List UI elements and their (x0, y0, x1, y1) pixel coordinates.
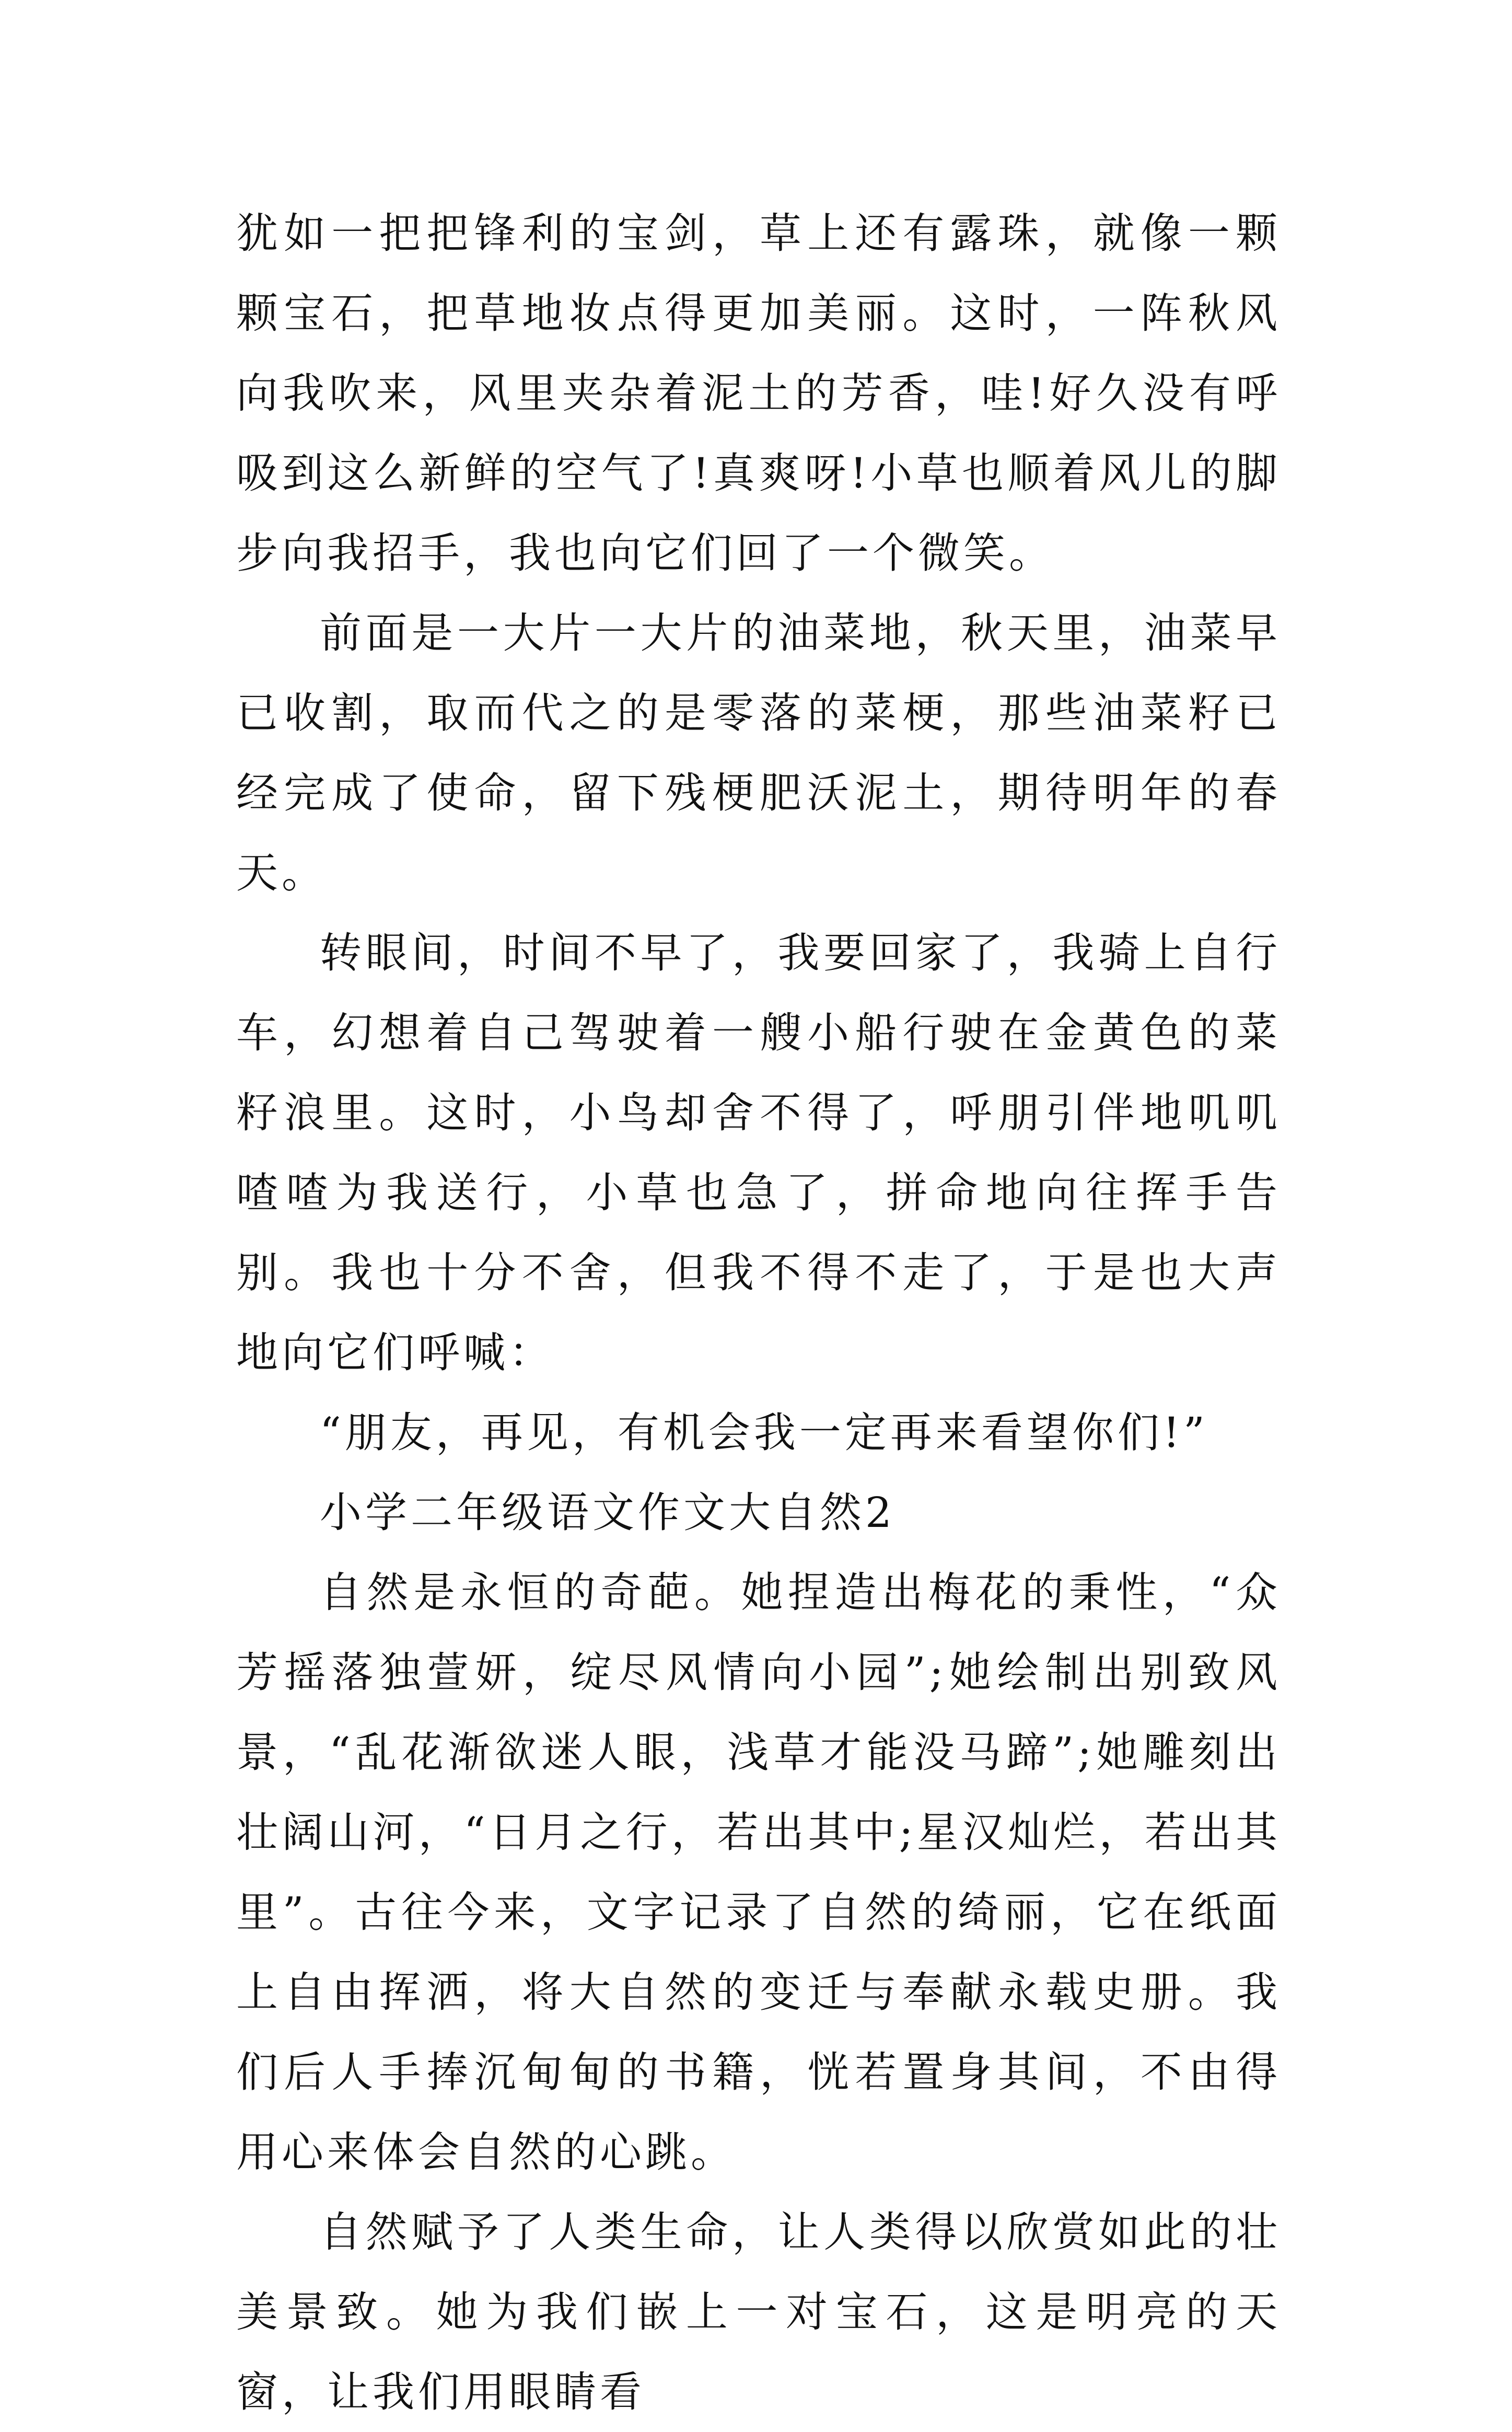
quote-line: “朋友，再见，有机会我一定再来看望你们!” (320, 1408, 1208, 1457)
paragraph-1: 犹如一把把锋利的宝剑，草上还有露珠，就像一颗颗宝石，把草地妆点得更加美丽。这时，一阵秋风向我吹来，风里夹杂着泥土的芳香，哇!好久没有呼吸到这么新鲜的空气了!真爽呀!小草也顺着风儿的脚步向我招手，我也向它们回了一个微笑。 (236, 209, 1281, 577)
paragraph-3: 转眼间，时间不早了，我要回家了，我骑上自行车，幻想着自己驾驶着一艘小船行驶在金黄色的菜籽浪里。这时，小鸟却舍不得了，呼朋引伴地叽叽喳喳为我送行，小草也急了，拼命地向往挥手告别。我也十分不舍，但我不得不走了，于是也大声地向它们呼喊： (236, 929, 1281, 1377)
paragraph-7: 自然赋予了人类生命，让人类得以欣赏如此的壮美景致。她为我们嵌上一对宝石，这是明亮的天窗，让我们用眼睛看 (236, 2208, 1281, 2416)
paragraph-6: 自然是永恒的奇葩。她捏造出梅花的秉性，“众芳摇落独萱妍，绽尽风情向小园”;她绘制出别致风景，“乱花渐欲迷人眼，浅草才能没马蹄”;她雕刻出壮阔山河，“日月之行，若出其中;星汉灿烂，若出其里”。古往今来，文字记录了自然的绮丽，它在纸面上自由挥洒，将大自然的变迁与奉献永载史册。我们后人手捧沉甸甸的书籍，恍若置身其间，不由得用心来体会自然的心跳。 (236, 1568, 1281, 2176)
document-body (236, 193, 1281, 2432)
section-heading: 小学二年级语文作文大自然2 (320, 1488, 895, 1537)
paragraph-2: 前面是一大片一大片的油菜地，秋天里，油菜早已收割，取而代之的是零落的菜梗，那些油菜籽已经完成了使命，留下残梗肥沃泥土，期待明年的春天。 (236, 609, 1281, 897)
